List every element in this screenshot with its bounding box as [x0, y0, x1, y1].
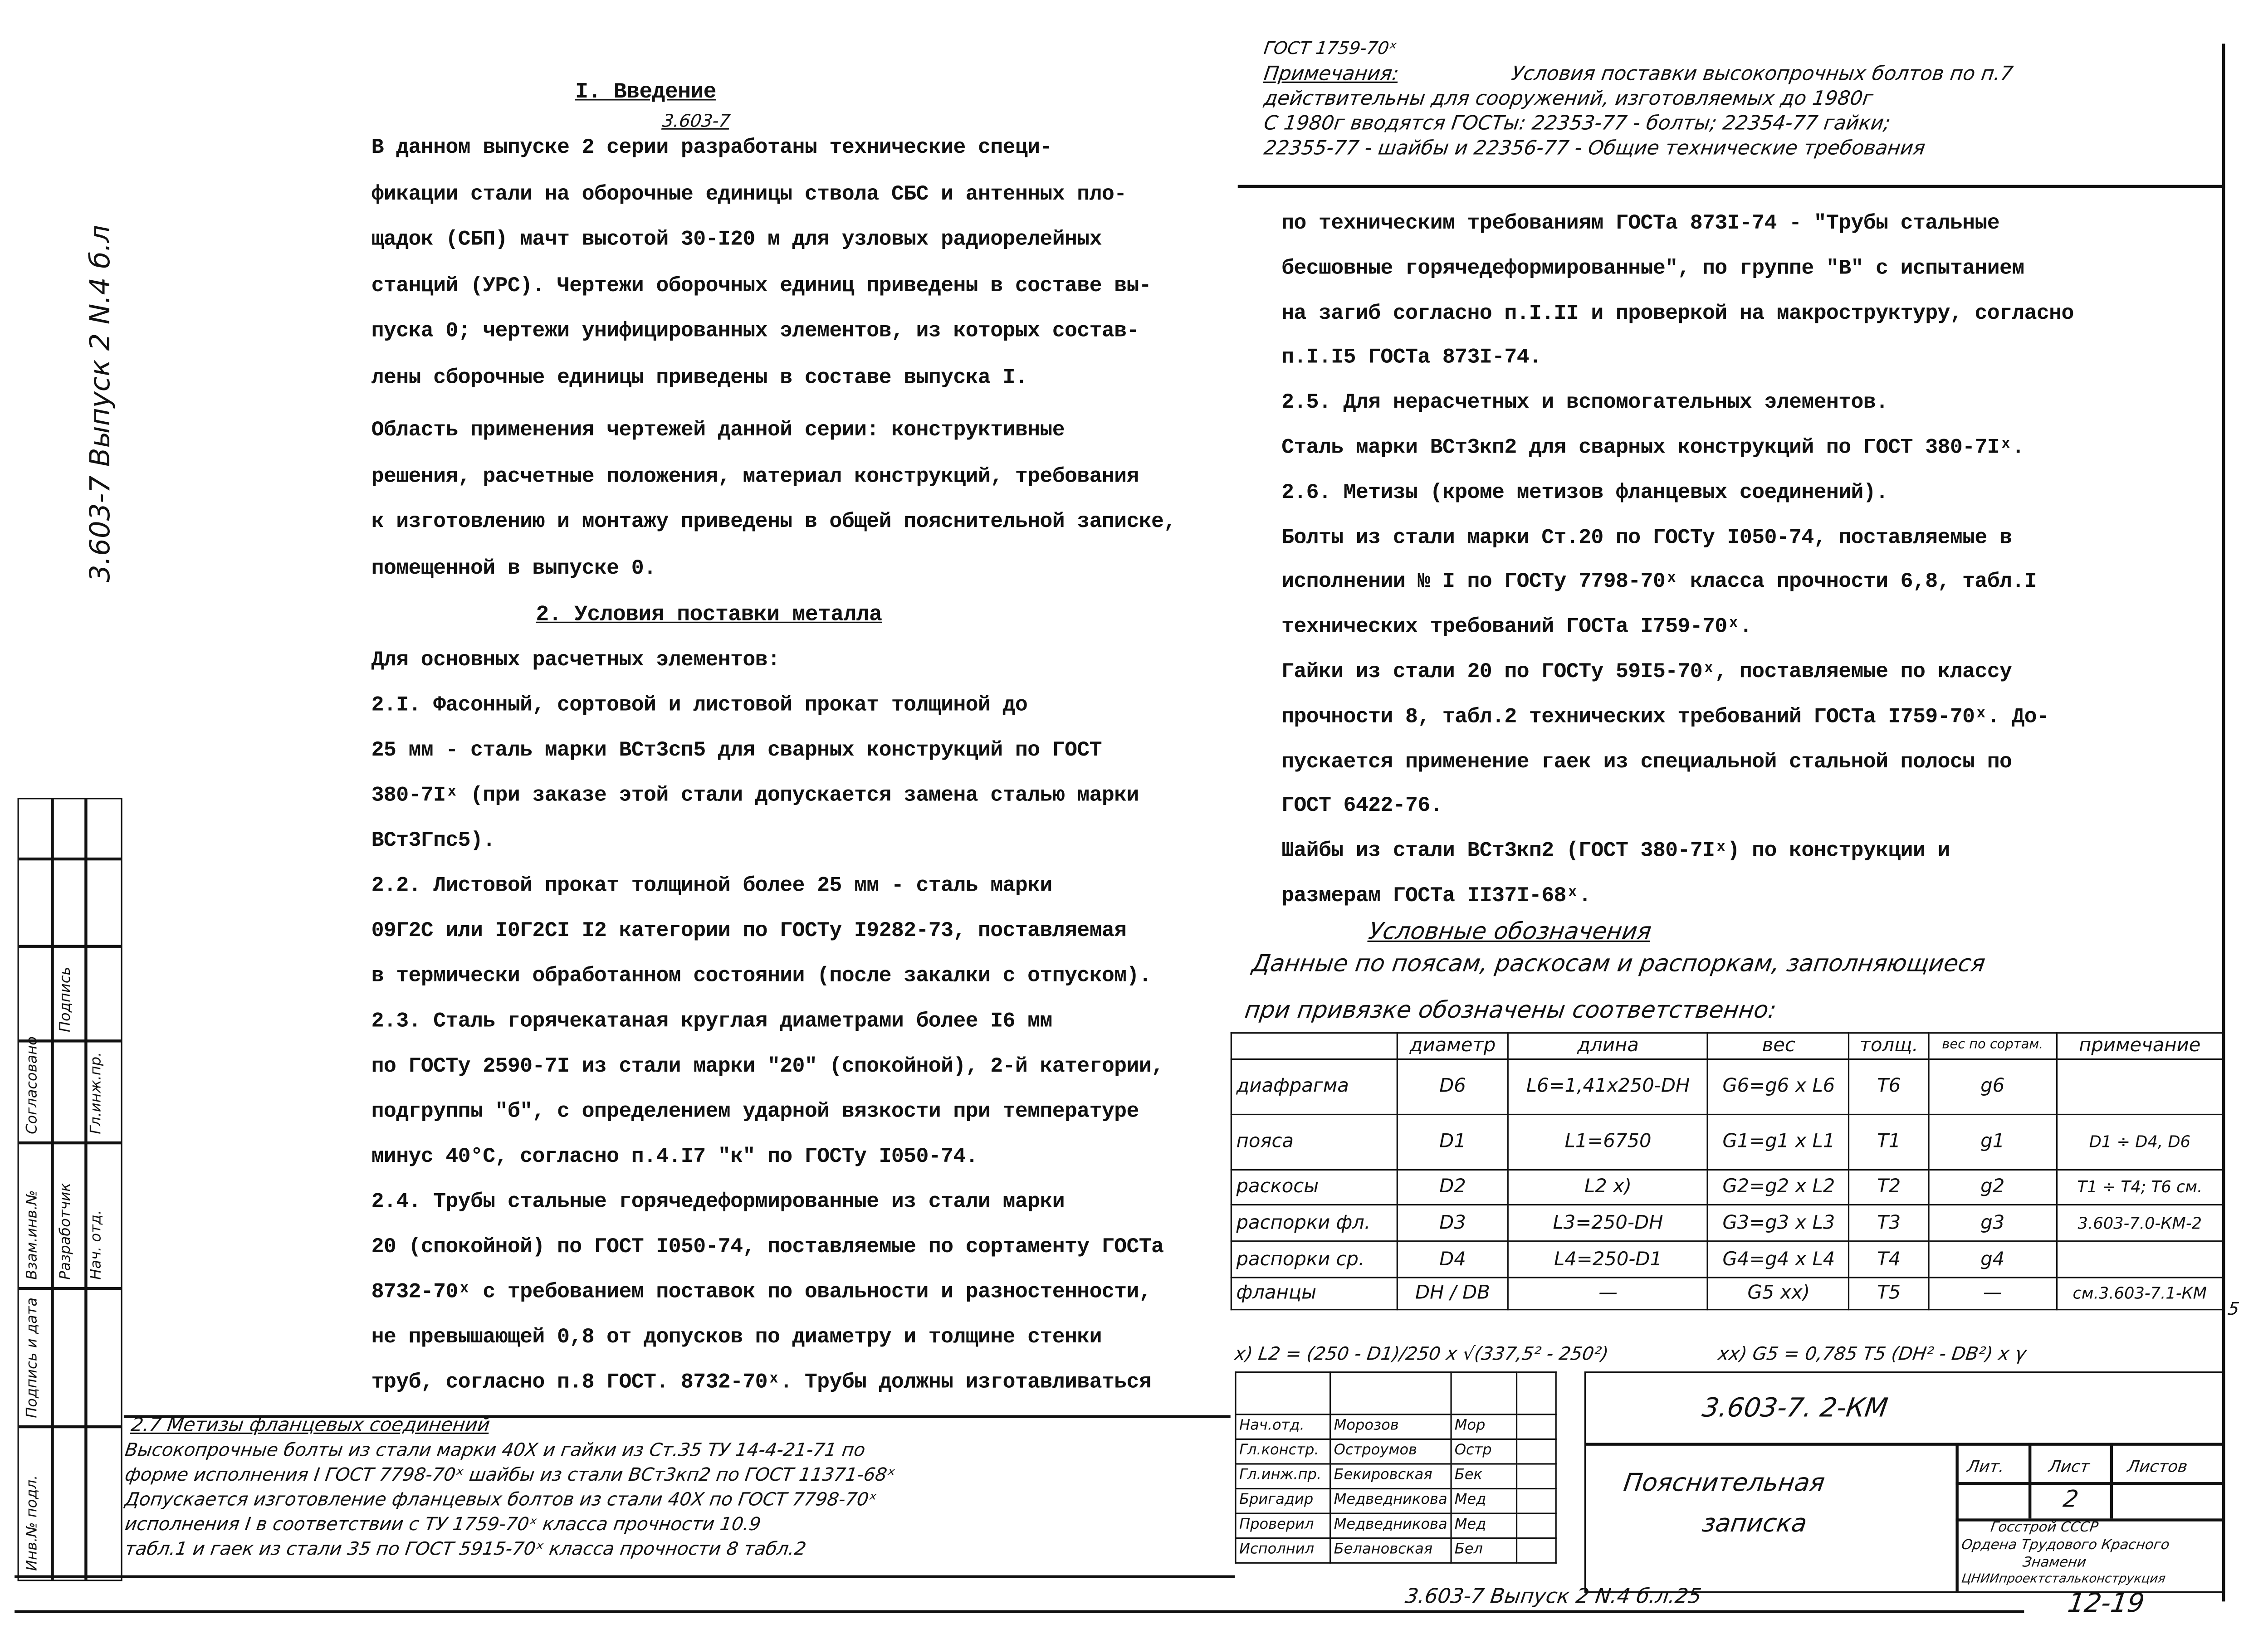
table-header-cell: вес	[1708, 1033, 1849, 1059]
table-cell: T1 ÷ T4; T6 см.	[2057, 1170, 2223, 1205]
stamp-cell: Разработчик	[58, 1183, 74, 1280]
right-line: бесшовные горячедеформированные", по группе "В" с испытанием	[1281, 257, 2024, 281]
table-cell: g6	[1928, 1059, 2057, 1114]
table-header-cell: вес по сортам.	[1928, 1033, 2057, 1059]
document-title-2: записка	[1700, 1510, 1809, 1539]
table-cell: L3=250-DН	[1508, 1205, 1708, 1241]
bottom-notes-title: 2.7 Метизы фланцевых соединений	[129, 1415, 491, 1437]
lit-label: Лит.	[1966, 1457, 2006, 1477]
bottom-note-line: Высокопрочные болты из стали марки 40Х и гайки из Ст.35 ТУ 14-4-21-71 по	[123, 1438, 867, 1460]
title-block	[1584, 1371, 2225, 1593]
right-line: технических требований ГОСТа I759-70ˣ.	[1281, 616, 1752, 639]
table-header-cell	[1231, 1033, 1397, 1059]
table-side-mark: 5	[2226, 1298, 2241, 1319]
role-label: Гл.констр.	[1236, 1439, 1330, 1464]
role-label: Гл.инж.пр.	[1236, 1464, 1330, 1489]
role-date	[1516, 1439, 1556, 1464]
roles-blank-row	[1236, 1372, 1556, 1414]
role-label: Проверил	[1236, 1513, 1330, 1538]
stamp-label: Взам.инв.№	[24, 1190, 41, 1280]
role-date	[1516, 1489, 1556, 1514]
frame-border	[2222, 44, 2225, 1601]
blank-cell	[1236, 1372, 1330, 1414]
table-cell: D2	[1397, 1170, 1508, 1205]
role-name: Морозов	[1330, 1414, 1451, 1439]
intro-line: В данном выпуске 2 серии разработаны технические специ-	[371, 137, 1052, 161]
series-note: 3.603-7	[661, 110, 732, 131]
role-label: Нач.отд.	[1236, 1414, 1330, 1439]
footer-text: 3.603-7 Выпуск 2 N.4 б.л.25	[1403, 1585, 1703, 1609]
document-title-1: Пояснительная	[1621, 1469, 1827, 1498]
document-code: 3.603-7. 2-КМ	[1700, 1393, 1890, 1424]
sheet-label: Лист	[2047, 1457, 2091, 1477]
table-cell: диафрагма	[1231, 1059, 1397, 1114]
role-name: Остроумов	[1330, 1439, 1451, 1464]
table-row	[1231, 1170, 2223, 1205]
section2-line: не превышающей 0,8 от допусков по диаметру и толщине стенки	[371, 1326, 1102, 1350]
table-cell: G2=g2 x L2	[1708, 1170, 1849, 1205]
table-cell: L1=6750	[1508, 1114, 1708, 1170]
table-cell: T3	[1849, 1205, 1929, 1241]
right-line: исполнении № I по ГОСТу 7798-70ˣ класса прочности 6,8, табл.I	[1281, 571, 2037, 595]
table-row	[1231, 1059, 2223, 1114]
table-header-row	[1231, 1033, 2223, 1059]
table-cell: G4=g4 x L4	[1708, 1241, 1849, 1278]
stamp-cell: Подпись	[58, 966, 74, 1033]
role-name: Бекировская	[1330, 1464, 1451, 1489]
intro-line: станций (УРС). Чертежи оборочных единиц приведены в составе вы-	[371, 274, 1152, 298]
right-line: размерам ГОСТа II37I-68ˣ.	[1281, 885, 1591, 909]
role-date	[1516, 1513, 1556, 1538]
stamp-cell: Гл.инж.пр.	[88, 1052, 105, 1134]
section2-line: в термически обработанном состоянии (после закалки с отпуском).	[371, 965, 1152, 989]
stamp-cell: Согласовано	[24, 1036, 41, 1134]
table-header-cell: примечание	[2057, 1033, 2223, 1059]
table-cell: см.3.603-7.1-КМ	[2057, 1278, 2223, 1310]
table-cell: L4=250-D1	[1508, 1241, 1708, 1278]
table-row	[1231, 1241, 2223, 1278]
margin-label: 3.603-7 Выпуск 2 N.4 б.л	[84, 225, 117, 583]
section2-title: 2. Условия поставки металла	[536, 603, 882, 628]
role-date	[1516, 1538, 1556, 1563]
table-cell: распорки ср.	[1231, 1241, 1397, 1278]
table-cell	[2057, 1241, 2223, 1278]
role-signature: Мед	[1451, 1489, 1516, 1514]
section2-line: 2.4. Трубы стальные горячедеформированные из стали марки	[371, 1191, 1065, 1214]
intro-line: пуска 0; чертежи унифицированных элементов, из которых состав-	[371, 320, 1139, 344]
table-cell: L6=1,41x250-DН	[1508, 1059, 1708, 1114]
bottom-note-line: Допускается изготовление фланцевых болтов из стали 40Х по ГОСТ 7798-70ˣ	[123, 1488, 879, 1510]
table-cell: —	[1508, 1278, 1708, 1310]
section2-line: ВСт3Гпс5).	[371, 829, 495, 854]
footnote-1: x) L2 = (250 - D1)/250 x √(337,5² - 250²)	[1233, 1342, 1610, 1365]
table-header-cell: диаметр	[1397, 1033, 1508, 1059]
table-cell	[2057, 1059, 2223, 1114]
note-gost: ГОСТ 1759-70ˣ	[1262, 38, 1398, 59]
legend-title: Условные обозначения	[1367, 917, 1653, 945]
intro-line: лены сборочные единицы приведены в составе выпуска I.	[371, 366, 1028, 390]
section2-line: 2.3. Сталь горячекатаная круглая диаметрами более I6 мм	[371, 1010, 1052, 1034]
bottom-note-line: табл.1 и гаек из стали 35 по ГОСТ 5915-70ˣ класса прочности 8 табл.2	[123, 1537, 808, 1560]
right-line: Сталь марки ВСт3кп2 для сварных конструкций по ГОСТ 380-7Iˣ.	[1281, 437, 2024, 460]
table-cell: D1 ÷ D4, D6	[2057, 1114, 2223, 1170]
table-cell: 3.603-7.0-КМ-2	[2057, 1205, 2223, 1241]
section2-line: 25 мм - сталь марки ВСт3сп5 для сварных конструкций по ГОСТ	[371, 739, 1102, 763]
table-cell: g3	[1928, 1205, 2057, 1241]
right-line: 2.6. Метизы (кроме метизов фланцевых соединений).	[1281, 481, 1888, 505]
table-cell: —	[1928, 1278, 2057, 1310]
section1-title: I. Введение	[575, 80, 716, 105]
intro-line: решения, расчетные положения, материал конструкций, требования	[371, 465, 1139, 489]
org-line: Госстрой СССР	[1989, 1520, 2099, 1536]
table-cell: L2 x)	[1508, 1170, 1708, 1205]
table-cell: раскосы	[1231, 1170, 1397, 1205]
role-signature: Остр	[1451, 1439, 1516, 1464]
legend-line-1: Данные по поясам, раскосам и распоркам, заполняющиеся	[1250, 949, 1987, 977]
role-row	[1236, 1439, 1556, 1464]
role-signature: Мор	[1451, 1414, 1516, 1439]
table-cell: пояса	[1231, 1114, 1397, 1170]
table-cell: g4	[1928, 1241, 2057, 1278]
sheets-label: Листов	[2126, 1457, 2189, 1477]
role-row	[1236, 1464, 1556, 1489]
section2-line: 2.2. Листовой прокат толщиной более 25 мм - сталь марки	[371, 875, 1052, 898]
divider	[1238, 185, 2225, 188]
role-date	[1516, 1414, 1556, 1439]
section2-line: 20 (спокойной) по ГОСТ I050-74, поставляемые по сортаменту ГОСТа	[371, 1236, 1164, 1259]
bottom-note-line: исполнения I в соответствии с ТУ 1759-70ˣ класса прочности 10.9	[123, 1512, 763, 1535]
title-block-roles	[1235, 1371, 1556, 1564]
table-cell: распорки фл.	[1231, 1205, 1397, 1241]
note-label: Примечания:	[1262, 63, 1401, 86]
table-header-cell: длина	[1508, 1033, 1708, 1059]
role-name: Белановская	[1330, 1538, 1451, 1563]
section2-line: 8732-70ˣ с требованием поставок по овальности и разностенности,	[371, 1281, 1152, 1305]
table-cell: фланцы	[1231, 1278, 1397, 1310]
blank-cell	[1451, 1372, 1516, 1414]
right-line: пускается применение гаек из специальной стальной полосы по	[1281, 751, 2012, 774]
bottom-note-line: форме исполнения I ГОСТ 7798-70ˣ шайбы из стали ВСт3кп2 по ГОСТ 11371-68ˣ	[123, 1463, 897, 1485]
table-cell: D4	[1397, 1241, 1508, 1278]
sheet-value: 2	[2061, 1485, 2080, 1513]
role-signature: Бек	[1451, 1464, 1516, 1489]
table-row	[1231, 1205, 2223, 1241]
intro-line: Область применения чертежей данной серии: конструктивные	[371, 419, 1065, 443]
section2-line: по ГОСТу 2590-7I из стали марки "20" (спокойной), 2-й категории,	[371, 1055, 1164, 1079]
role-signature: Бел	[1451, 1538, 1516, 1563]
section2-line: минус 40°С, согласно п.4.I7 "к" по ГОСТу I050-74.	[371, 1146, 978, 1169]
org-line: ЦНИИпроектстальконструкция	[1960, 1572, 2166, 1587]
right-line: по техническим требованиям ГОСТа 873I-74 - "Трубы стальные	[1281, 212, 2000, 236]
intro-line: фикации стали на оборочные единицы ствола СБС и антенных пло-	[371, 182, 1127, 206]
right-line: ГОСТ 6422-76.	[1281, 795, 1442, 819]
divider	[15, 1610, 2024, 1613]
org-line: Знамени	[2021, 1555, 2087, 1571]
footnote-2: xx) G5 = 0,785 T5 (DН² - DВ²) x γ	[1716, 1342, 2028, 1365]
table-cell: T5	[1849, 1278, 1929, 1310]
table-cell: T2	[1849, 1170, 1929, 1205]
note-line: 22355-77 - шайбы и 22356-77 - Общие технические требования	[1262, 137, 1927, 161]
right-line: Гайки из стали 20 по ГОСТу 59I5-70ˣ, поставляемые по классу	[1281, 661, 2012, 684]
page-number: 12-19	[2066, 1588, 2146, 1619]
role-row	[1236, 1414, 1556, 1439]
table-cell: T4	[1849, 1241, 1929, 1278]
section2-line: 2.I. Фасонный, сортовой и листовой прокат толщиной до	[371, 694, 1028, 718]
role-label: Исполнил	[1236, 1538, 1330, 1563]
right-line: п.I.I5 ГОСТа 873I-74.	[1281, 347, 1542, 371]
divider	[15, 1575, 1235, 1578]
role-row	[1236, 1489, 1556, 1514]
role-row	[1236, 1538, 1556, 1563]
right-line: прочности 8, табл.2 технических требований ГОСТа I759-70ˣ. До-	[1281, 706, 2049, 729]
note-line: Условия поставки высокопрочных болтов по п.7	[1510, 63, 2015, 86]
role-row	[1236, 1513, 1556, 1538]
table-cell: D3	[1397, 1205, 1508, 1241]
blank-cell	[1516, 1372, 1556, 1414]
table-cell: G6=g6 x L6	[1708, 1059, 1849, 1114]
section2-line: 09Г2С или I0Г2СI I2 категории по ГОСТу I9282-73, поставляемая	[371, 920, 1127, 944]
section2-line: Для основных расчетных элементов:	[371, 649, 780, 673]
note-line: С 1980г вводятся ГОСТы: 22353-77 - болты; 22354-77 гайки;	[1262, 112, 1892, 136]
role-name: Медведникова	[1330, 1489, 1451, 1514]
table-cell: g1	[1928, 1114, 2057, 1170]
table-cell: G1=g1 x L1	[1708, 1114, 1849, 1170]
table-cell: T1	[1849, 1114, 1929, 1170]
table-cell: g2	[1928, 1170, 2057, 1205]
legend-line-2: при привязке обозначены соответственно:	[1243, 995, 1779, 1024]
role-label: Бригадир	[1236, 1489, 1330, 1514]
right-line: 2.5. Для нерасчетных и вспомогательных элементов.	[1281, 392, 1888, 415]
role-name: Медведникова	[1330, 1513, 1451, 1538]
table-header-cell: толщ.	[1849, 1033, 1929, 1059]
table-cell: T6	[1849, 1059, 1929, 1114]
designations-table	[1231, 1032, 2224, 1310]
note-line: действительны для сооружений, изготовляемых до 1980г	[1262, 87, 1875, 111]
table-cell: D1	[1397, 1114, 1508, 1170]
section2-line: подгруппы "б", с определением ударной вязкости при температуре	[371, 1100, 1139, 1124]
intro-line: к изготовлению и монтажу приведены в общей пояснительной записке,	[371, 511, 1176, 535]
right-line: Болты из стали марки Ст.20 по ГОСТу I050-74, поставляемые в	[1281, 526, 2012, 550]
table-cell: G5 xx)	[1708, 1278, 1849, 1310]
role-date	[1516, 1464, 1556, 1489]
table-cell: G3=g3 x L3	[1708, 1205, 1849, 1241]
role-signature: Мед	[1451, 1513, 1516, 1538]
left-stamp	[18, 798, 122, 1581]
right-line: Шайбы из стали ВСт3кп2 (ГОСТ 380-7Iˣ) по конструкции и	[1281, 840, 1950, 864]
table-cell: D6	[1397, 1059, 1508, 1114]
intro-line: помещенной в выпуске 0.	[371, 556, 656, 580]
table-cell: DН / DВ	[1397, 1278, 1508, 1310]
blank-cell	[1330, 1372, 1451, 1414]
stamp-label: Инв.№ подл.	[24, 1475, 41, 1571]
org-line: Ордена Трудового Красного	[1960, 1537, 2170, 1554]
table-row	[1231, 1278, 2223, 1310]
stamp-cell: Нач. отд.	[88, 1210, 105, 1280]
section2-line: труб, согласно п.8 ГОСТ. 8732-70ˣ. Трубы должны изготавливаться	[371, 1371, 1152, 1395]
section2-line: 380-7Iˣ (при заказе этой стали допускается замена сталью марки	[371, 785, 1139, 808]
table-row	[1231, 1114, 2223, 1170]
stamp-label: Подпись и дата	[24, 1297, 41, 1418]
intro-line: щадок (СБП) мачт высотой 30-I20 м для узловых радиорелейных	[371, 229, 1102, 252]
right-line: на загиб согласно п.I.II и проверкой на макроструктуру, согласно	[1281, 302, 2074, 326]
